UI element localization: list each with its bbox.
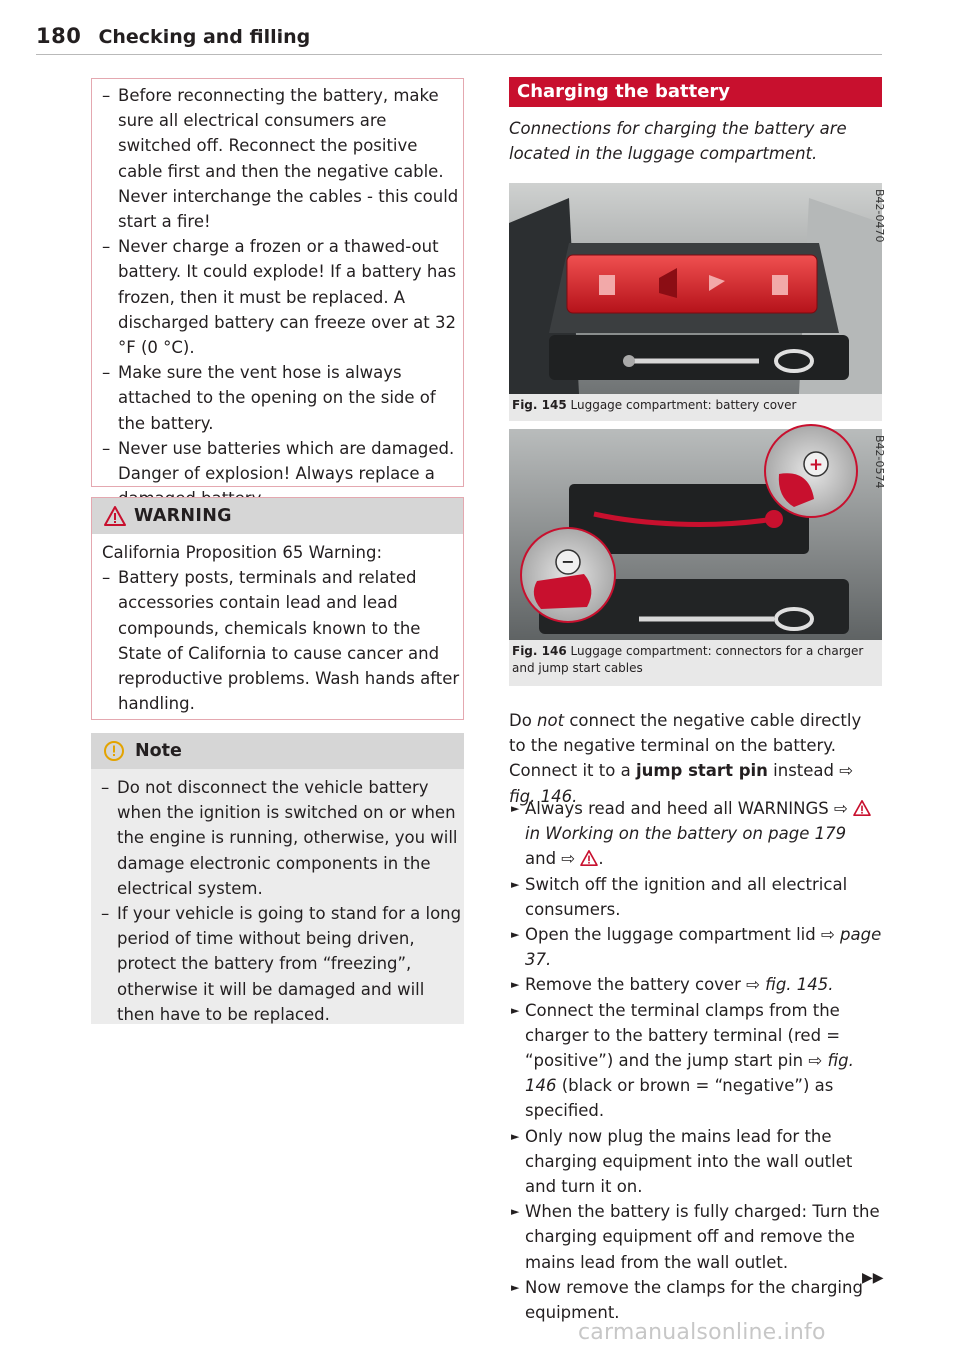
safety-list-box: [91, 78, 464, 487]
list-item: – Do not disconnect the vehicle battery when the ignition is switched on or when the engine is running, otherwise, you will damage electronic components in the electrical system.: [91, 775, 464, 901]
header-rule: [36, 54, 882, 55]
figure-caption-text: Luggage compartment: battery cover: [570, 398, 797, 412]
warning-triangle-icon: [580, 850, 598, 866]
note-list: [91, 769, 464, 1027]
text-run: connect the negative cable directly to the negative terminal on the battery. Connect it to a: [509, 711, 862, 781]
page-number: 180: [36, 24, 82, 48]
charging-steps: [509, 796, 882, 1325]
text-run: Connect the terminal clamps from the charger to the battery terminal (red = “positive”) and the jump start pin: [525, 1000, 841, 1071]
figure-caption: [509, 394, 882, 418]
warning-title: WARNING: [134, 506, 232, 526]
step-arrow-icon: ►: [511, 1280, 520, 1294]
figure-code: B42-0574: [873, 435, 886, 489]
step-arrow-icon: ►: [511, 1205, 520, 1219]
battery-cover-photo: [509, 183, 886, 394]
emphasis-not: not: [537, 711, 565, 730]
step-item: [509, 972, 882, 997]
step-item: ► Always read and heed all WARNINGS ⇨ in Working on the battery on page 179 and ⇨ .: [509, 796, 882, 872]
section-banner: Charging the battery: [509, 77, 882, 107]
step-item: [509, 872, 882, 922]
positive-symbol: +: [808, 455, 824, 475]
step-item: [509, 1199, 882, 1275]
note-title: Note: [135, 741, 182, 761]
battery-connectors-photo: [509, 429, 886, 640]
text-run: Remove the battery cover: [525, 975, 747, 995]
figure-label: Fig. 146: [512, 644, 567, 658]
note-box: [91, 733, 464, 1024]
warning-list: [92, 565, 463, 716]
figure-146: [509, 429, 886, 686]
page-ref-link[interactable]: in Working on the battery on page 179: [525, 824, 847, 844]
step-arrow-icon: ►: [511, 1003, 520, 1017]
note-header: [91, 733, 464, 769]
figure-caption-text: Luggage compartment: connectors for a charger and jump start cables: [512, 644, 864, 675]
step-item: [509, 998, 882, 1124]
intro-paragraph: [509, 708, 882, 809]
warning-box: [91, 497, 464, 720]
list-item: – Battery posts, terminals and related accessories contain lead and lead compounds, chemicals known to the State of California to cause cancer and reproductive problems. Wash hands after handling.: [92, 565, 463, 716]
list-item: – Never use batteries which are damaged. Danger of explosion! Always replace a: [92, 436, 463, 512]
jump-start-pin-term: jump start pin: [635, 761, 768, 781]
warning-triangle-icon: [104, 506, 126, 526]
step-arrow-icon: ►: [511, 928, 520, 942]
list-item: – Make sure the vent hose is always attached to the opening on the side of the battery.: [92, 360, 463, 436]
text-run: Switch off the ignition and all electrical consumers.: [525, 874, 848, 919]
figure-ref-link[interactable]: ⇨ fig. 145.: [746, 975, 834, 995]
list-item: – Before reconnecting the battery, make sure all electrical consumers are switched off. Reconnect the positive cable first and then the negative cable. Never interchange the cables - this could start a fire!: [92, 83, 463, 234]
page-header: [36, 24, 882, 54]
figure-label: Fig. 145: [512, 398, 567, 412]
text-run: When the battery is fully charged: Turn the charging equipment off and remove the mains lead from the wall outlet.: [525, 1202, 880, 1272]
figure-code: B42-0470: [873, 189, 886, 243]
text-run: Open the luggage compartment lid: [525, 925, 821, 945]
warning-intro: California Proposition 65 Warning:: [102, 543, 383, 562]
text-run: Always read and heed all WARNINGS ⇨: [525, 799, 854, 818]
figure-caption: [509, 640, 882, 681]
step-arrow-icon: ►: [511, 877, 520, 891]
text-run: instead: [767, 761, 840, 781]
figure-ref-link[interactable]: ⇨ fig. 146.: [509, 761, 854, 806]
step-arrow-icon: ►: [511, 978, 520, 992]
text-run: (black or brown = “negative”) as specified.: [525, 1076, 834, 1121]
watermark: carmanualsonline.info: [578, 1320, 826, 1345]
step-item: [509, 1275, 882, 1325]
text-run: and ⇨: [525, 849, 581, 869]
step-item: [509, 922, 882, 972]
negative-symbol: −: [561, 552, 575, 571]
text-run: Now remove the clamps for the charging equipment.: [525, 1277, 863, 1323]
step-arrow-icon: ►: [511, 1129, 520, 1143]
step-item: [509, 1124, 882, 1200]
warning-header: [92, 498, 463, 534]
figure-ref-link[interactable]: ⇨ fig. 146: [525, 1051, 854, 1096]
charging-section: [509, 77, 882, 166]
info-circle-icon: [103, 740, 125, 762]
section-title: Checking and filling: [98, 26, 311, 48]
safety-list: [92, 83, 463, 511]
page-ref-link[interactable]: ⇨ page 37.: [525, 925, 882, 970]
text-run: Do: [509, 711, 538, 730]
text-run: Only now plug the mains lead for the charging equipment into the wall outlet and turn it on.: [525, 1126, 853, 1197]
figure-145: [509, 183, 886, 421]
step-arrow-icon: ►: [511, 802, 520, 815]
list-item: – Never charge a frozen or a thawed-out battery. It could explode! If a battery has frozen, then it must be replaced. A discharged battery can freeze over at 32 °F (0 °C).: [92, 234, 463, 360]
list-item: – If your vehicle is going to stand for a long period of time without being driven, protect the battery from “freezing”, otherwise it will be damaged and will then have to be replaced.: [91, 901, 464, 1027]
continue-arrow-icon: ▶▶: [862, 1270, 884, 1286]
warning-triangle-icon: [853, 800, 871, 816]
section-intro: Connections for charging the battery are located in the luggage compartment.: [509, 119, 847, 164]
